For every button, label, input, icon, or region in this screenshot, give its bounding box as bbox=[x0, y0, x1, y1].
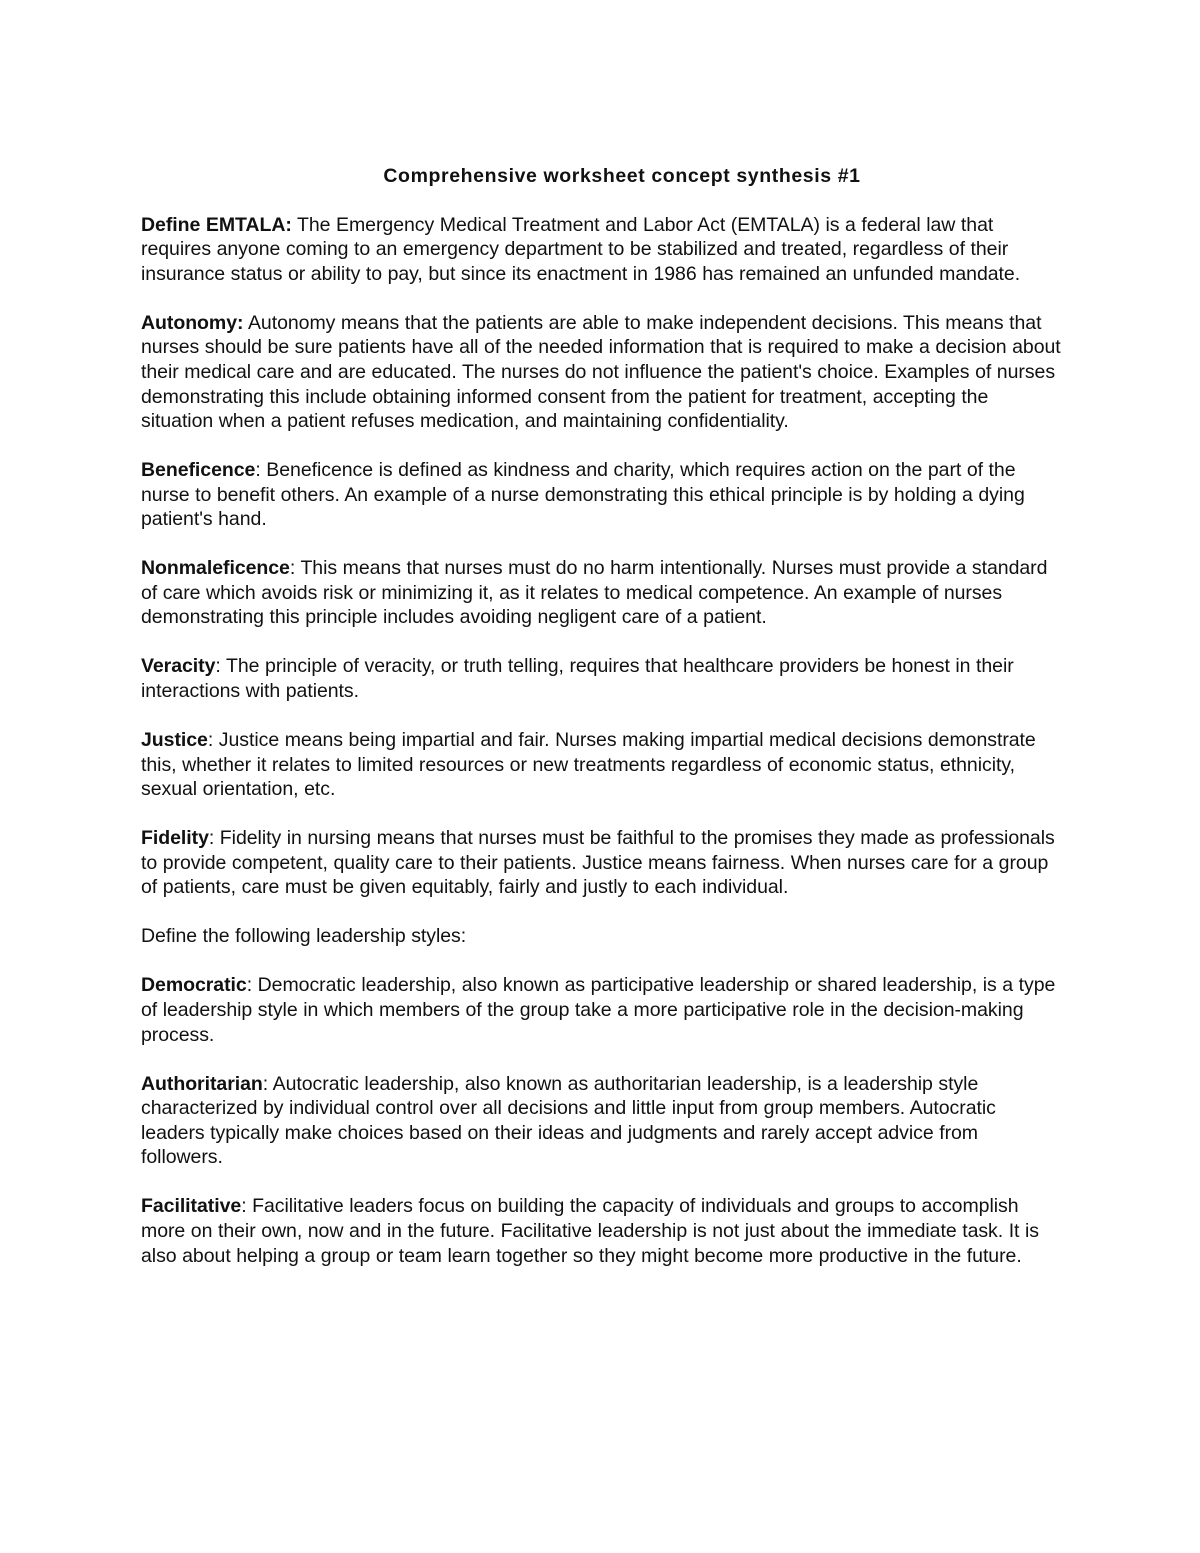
section-emtala bbox=[141, 213, 1063, 287]
term-label: Fidelity bbox=[141, 827, 209, 850]
term-label: Autonomy: bbox=[141, 311, 244, 334]
term-label: Authoritarian bbox=[141, 1072, 263, 1095]
term-label: Beneficence bbox=[141, 459, 256, 482]
term-definition: : Democratic leadership, also known as participative leadership or shared leadership, is a type of leadership style in which members of the group take a more participative role in the decision-making process. bbox=[141, 974, 1056, 1046]
term-label: Define EMTALA: bbox=[141, 213, 292, 236]
term-label: Justice bbox=[141, 729, 208, 752]
leadership-intro bbox=[141, 924, 1063, 949]
section-authoritarian bbox=[141, 1072, 1063, 1170]
document-page bbox=[141, 164, 1063, 1292]
term-definition: : Justice means being impartial and fair. Nurses making impartial medical decisions demonstrate this, whether it relates to limited resources or new treatments regardless of economic status, ethnicity, sexual orientation, etc. bbox=[141, 729, 1036, 801]
section-nonmaleficence bbox=[141, 556, 1063, 630]
intro-text: Define the following leadership styles: bbox=[141, 925, 467, 948]
document-title: Comprehensive worksheet concept synthesis #1 bbox=[383, 165, 861, 187]
section-fidelity bbox=[141, 826, 1063, 900]
term-label: Veracity bbox=[141, 655, 216, 678]
term-label: Democratic bbox=[141, 974, 247, 997]
term-definition: : The principle of veracity, or truth telling, requires that healthcare providers be honest in their interactions with patients. bbox=[141, 655, 1014, 703]
term-definition: : Beneficence is defined as kindness and charity, which requires action on the part of the nurse to benefit others. An example of a nurse demonstrating this ethical principle is by holding a dying patient's hand. bbox=[141, 459, 1025, 531]
section-veracity bbox=[141, 654, 1063, 703]
section-autonomy bbox=[141, 311, 1063, 434]
section-beneficence bbox=[141, 458, 1063, 532]
term-definition: The Emergency Medical Treatment and Labor Act (EMTALA) is a federal law that requires anyone coming to an emergency department to be stabilized and treated, regardless of their insurance status or ability to pay, but since its enactment in 1986 has remained an unfunded mandate. bbox=[141, 213, 1021, 285]
section-facilitative bbox=[141, 1194, 1063, 1268]
term-label: Nonmaleficence bbox=[141, 557, 290, 580]
term-definition: : This means that nurses must do no harm intentionally. Nurses must provide a standard of care which avoids risk or minimizing it, as it relates to medical competence. An example of nurses demonstrating this principle includes avoiding negligent care of a patient. bbox=[141, 557, 1048, 629]
term-definition: Autonomy means that the patients are able to make independent decisions. This means that nurses should be sure patients have all of the needed information that is required to make a decision about their medical care and are educated. The nurses do not influence the patient's choice. Examples of nurses demonstrating this include obtaining informed consent from the patient for treatment, accepting the situation when a patient refuses medication, and maintaining confidentiality. bbox=[141, 311, 1061, 433]
term-label: Facilitative bbox=[141, 1195, 242, 1218]
term-definition: : Autocratic leadership, also known as authoritarian leadership, is a leadership style characterized by individual control over all decisions and little input from group members. Autocratic leaders typically make choices based on their ideas and judgments and rarely accept advice from followers. bbox=[141, 1072, 996, 1169]
section-justice bbox=[141, 728, 1063, 802]
term-definition: : Fidelity in nursing means that nurses must be faithful to the promises they made as professionals to provide competent, quality care to their patients. Justice means fairness. When nurses care for a group of patients, care must be given equitably, fairly and justly to each individual. bbox=[141, 827, 1055, 899]
section-democratic bbox=[141, 973, 1063, 1047]
term-definition: : Facilitative leaders focus on building the capacity of individuals and groups to accomplish more on their own, now and in the future. Facilitative leadership is not just about the immediate task. It is also about helping a group or team learn together so they might become more productive in the future. bbox=[141, 1195, 1039, 1267]
